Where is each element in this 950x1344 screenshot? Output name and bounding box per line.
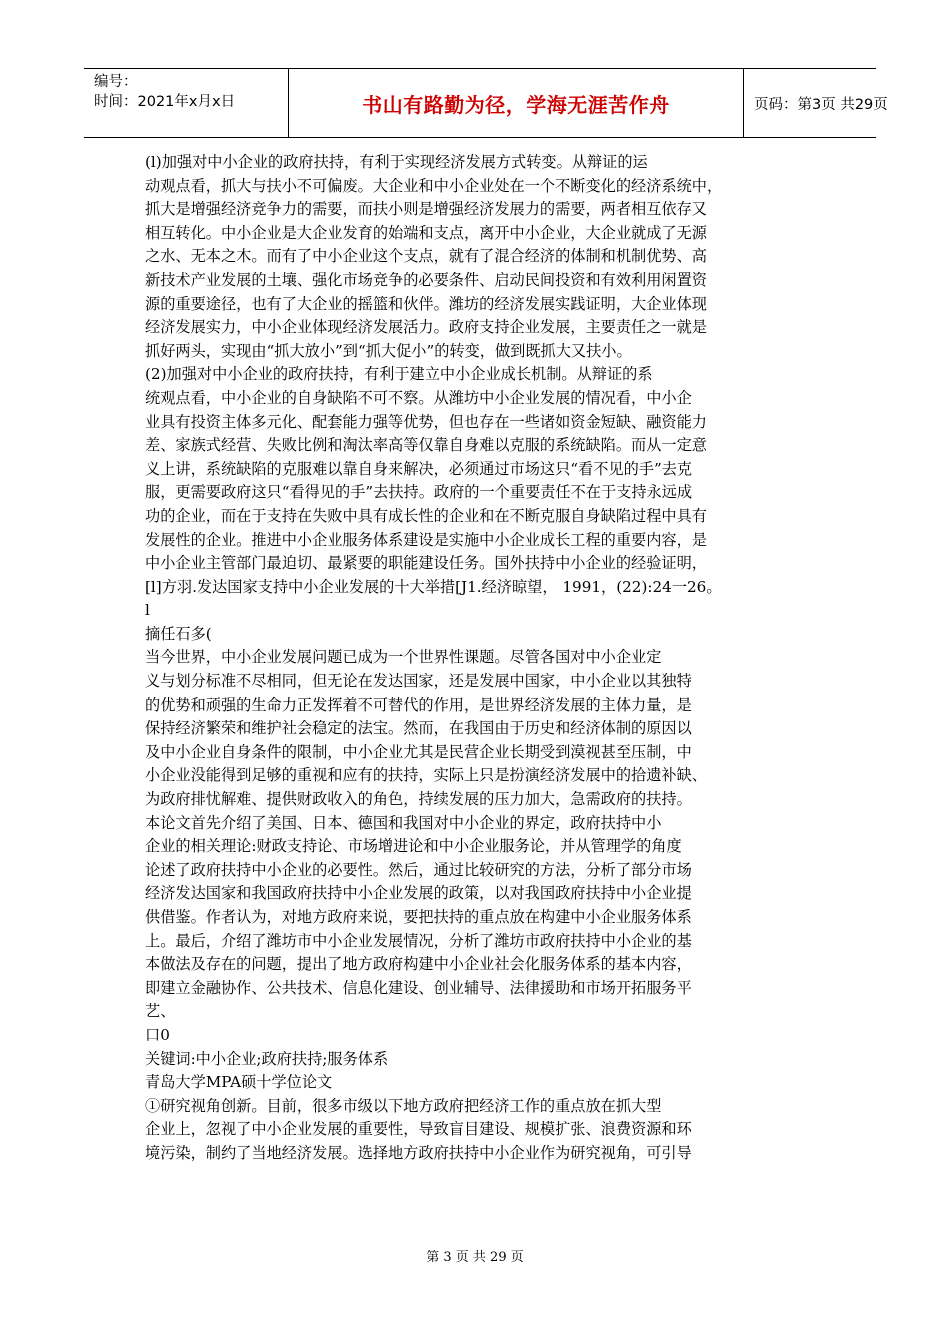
text-line: 艺、 (145, 1002, 176, 1021)
text-line: 及中小企业自身条件的限制，中小企业尤其是民营企业长期受到漠视甚至压制，中 (145, 742, 692, 761)
header-page-label: 页码：第3页 共29页 (754, 96, 888, 113)
text-line: 当今世界，中小企业发展问题已成为一个世界性课题。尽管各国对中小企业定 (145, 648, 662, 667)
text-line: 业具有投资主体多元化、配套能力强等优势，但也存在一些诸如资金短缺、融资能力 (145, 412, 707, 431)
text-line: 上。最后，介绍了潍坊市中小企业发展情况，分析了潍坊市政府扶持中小企业的基 (145, 931, 692, 950)
text-line: 义与划分标准不尽相同，但无论在发达国家，还是发展中国家，中小企业以其独特 (145, 672, 692, 691)
text-line: ①研究视角创新。目前，很多市级以下地方政府把经济工作的重点放在抓大型 (145, 1096, 662, 1115)
text-line: 新技术产业发展的土壤、强化市场竞争的必要条件、启动民间投资和有效利用闲置资 (145, 270, 707, 289)
text-line: 本论文首先介绍了美国、日本、德国和我国对中小企业的界定，政府扶持中小 (145, 813, 662, 832)
text-line: [l]方羽.发达国家支持中小企业发展的十大举措[J1.经济晾望， 1991，(22):24一26。 (145, 577, 722, 596)
text-line: 即建立金融协作、公共技术、信息化建设、创业辅导、法律援助和市场开拓服务平 (145, 978, 692, 997)
text-line: 动观点看，抓大与扶小不可偏废。大企业和中小企业处在一个不断变化的经济系统中， (145, 176, 723, 195)
header-meta (84, 69, 288, 137)
text-line: l (145, 601, 150, 620)
page-footer: 第 3 页 共 29 页 (426, 1250, 524, 1265)
document-time-label: 时间：2021年x月x日 (94, 94, 236, 110)
text-line: 企业上，忽视了中小企业发展的重要性，导致盲目建设、规模扩张、浪费资源和环 (145, 1120, 692, 1139)
document-number-label: 编号： (94, 74, 138, 90)
page-header (84, 68, 888, 138)
text-line: 功的企业，而在于支持在失败中具有成长性的企业和在不断克服自身缺陷过程中具有 (145, 506, 707, 525)
text-line: 经济发达国家和我国政府扶持中小企业发展的政策，以对我国政府扶持中小企业提 (145, 884, 692, 903)
text-line: 抓大是增强经济竞争力的需要，而扶小则是增强经济发展力的需要，两者相互依存又 (145, 200, 707, 219)
text-line: 统观点看，中小企业的自身缺陷不可不察。从潍坊中小企业发展的情况看，中小企 (145, 388, 692, 407)
text-line: 差、家族式经营、失败比例和淘汰率高等仅靠自身难以克服的系统缺陷。而从一定意 (145, 436, 707, 455)
text-line: 为政府排忧解难、提供财政收入的角色，持续发展的压力加大，急需政府的扶持。 (145, 790, 692, 809)
text-line: 中小企业主管部门最迫切、最紧要的职能建设任务。国外扶持中小企业的经验证明， (145, 554, 707, 573)
document-body (145, 151, 785, 1166)
header-motto: 书山有路勤为径，学海无涯苦作舟 (362, 92, 670, 117)
text-line: 企业的相关理论:财政支持论、市场增进论和中小企业服务论，并从管理学的角度 (145, 837, 682, 856)
text-line: 本做法及存在的问题，提出了地方政府构建中小企业社会化服务体系的基本内容， (145, 955, 692, 974)
header-page-cell (744, 69, 888, 137)
text-line: 发展性的企业。推进中小企业服务体系建设是实施中小企业成长工程的重要内容，是 (145, 530, 707, 549)
text-line: (l)加强对中小企业的政府扶持，有利于实现经济发展方式转变。从辩证的运 (145, 153, 648, 171)
text-line: (2)加强对中小企业的政府扶持，有利于建立中小企业成长机制。从辩证的系 (145, 365, 653, 384)
text-line: 青岛大学MPA硕十学位论文 (145, 1073, 333, 1092)
text-line: 小企业没能得到足够的重视和应有的扶持，实际上只是扮演经济发展中的拾遗补缺、 (145, 766, 707, 785)
text-line: 服，更需要政府这只“看得见的手”去扶持。政府的一个重要责任不在于支持永远成 (145, 483, 693, 502)
text-line: 义上讲，系统缺陷的克服难以靠自身来解决，必须通过市场这只“看不见的手”去克 (145, 459, 693, 478)
text-line: 论述了政府扶持中小企业的必要性。然后，通过比较研究的方法，分析了部分市场 (145, 860, 692, 879)
text-line: 的优势和顽强的生命力正发挥着不可替代的作用，是世界经济发展的主体力量，是 (145, 695, 692, 714)
text-line: 关键词:中小企业;政府扶持;服务体系 (145, 1049, 389, 1068)
text-line: 口0 (145, 1025, 170, 1044)
text-line: 保持经济繁荣和维护社会稳定的法宝。然而，在我国由于历史和经济体制的原因以 (145, 719, 692, 738)
text-line: 经济发展实力，中小企业体现经济发展活力。政府支持企业发展，主要责任之一就是 (145, 318, 707, 337)
text-line: 抓好两头，实现由“抓大放小”到“抓大促小”的转变，做到既抓大又扶小。 (145, 341, 632, 360)
text-line: 供借鉴。作者认为，对地方政府来说，要把扶持的重点放在构建中小企业服务体系 (145, 908, 692, 926)
text-line: 摘任石多( (145, 624, 212, 643)
text-line: 相互转化。中小企业是大企业发育的始端和支点，离开中小企业，大企业就成了无源 (145, 223, 707, 242)
header-motto-cell (288, 69, 744, 137)
text-line: 之水、无本之木。而有了中小企业这个支点，就有了混合经济的体制和机制优势、高 (145, 247, 707, 266)
text-line: 境污染，制约了当地经济发展。选择地方政府扶持中小企业作为研究视角，可引导 (145, 1143, 692, 1162)
text-line: 源的重要途径，也有了大企业的摇篮和伙伴。潍坊的经济发展实践证明，大企业体现 (145, 294, 707, 313)
